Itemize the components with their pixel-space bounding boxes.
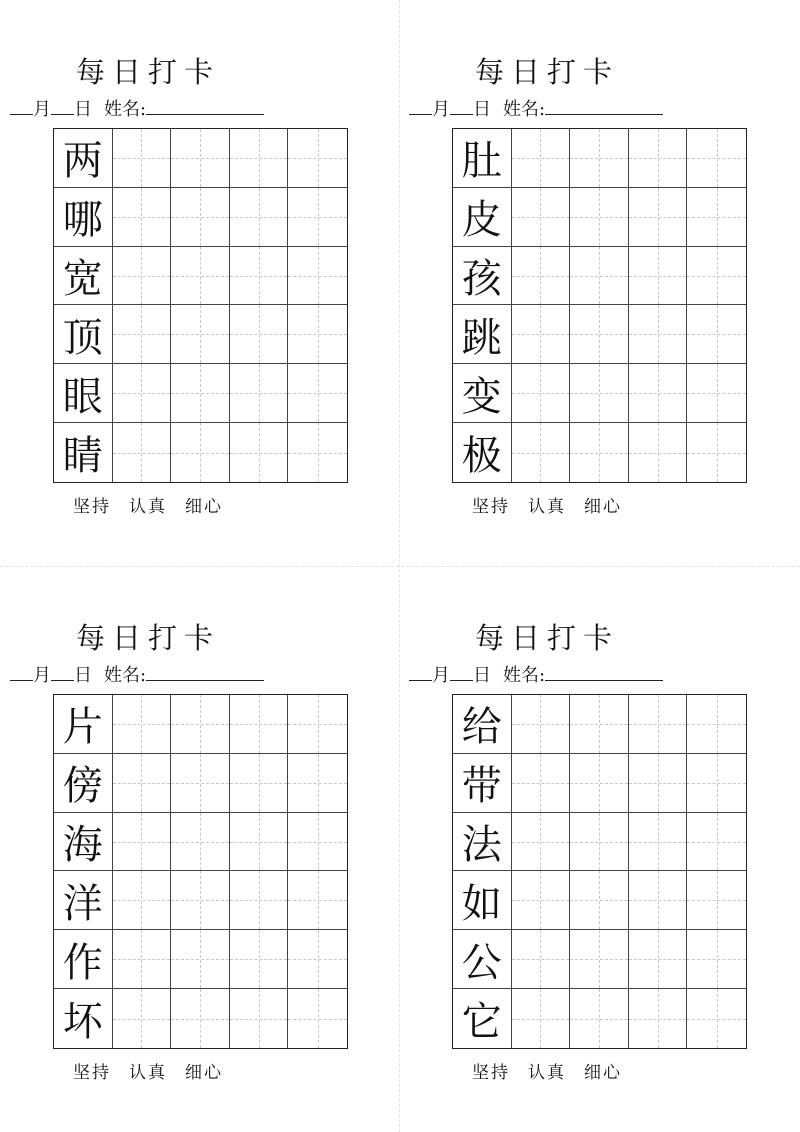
writing-grid <box>452 694 747 1049</box>
card-footer <box>399 492 695 517</box>
model-character: 两 <box>62 138 103 185</box>
practice-cell[interactable] <box>230 813 289 872</box>
practice-cell[interactable] <box>687 871 746 930</box>
name-blank[interactable] <box>146 97 264 115</box>
model-character: 顶 <box>62 314 103 361</box>
model-character-cell <box>54 754 113 813</box>
practice-cell[interactable] <box>171 423 230 482</box>
practice-cell[interactable] <box>512 930 571 989</box>
model-character-cell <box>54 423 113 482</box>
month-label: 月 <box>432 99 450 120</box>
month-blank[interactable] <box>10 663 33 681</box>
practice-cell[interactable] <box>288 930 347 989</box>
practice-cell[interactable] <box>687 129 746 188</box>
date-name-line <box>409 663 663 688</box>
model-character: 洋 <box>62 880 103 927</box>
practice-cell[interactable] <box>570 247 629 306</box>
practice-cell[interactable] <box>288 989 347 1048</box>
practice-cell[interactable] <box>288 423 347 482</box>
practice-cell[interactable] <box>230 423 289 482</box>
model-character-cell <box>453 247 512 306</box>
model-character: 变 <box>461 373 502 420</box>
model-character-cell <box>453 305 512 364</box>
model-character: 给 <box>461 704 502 751</box>
date-name-line <box>10 663 264 688</box>
practice-cell[interactable] <box>629 813 688 872</box>
motto-word: 认真 <box>129 1063 167 1083</box>
month-blank[interactable] <box>409 97 432 115</box>
practice-cell[interactable] <box>512 188 571 247</box>
model-character: 肚 <box>461 138 502 185</box>
practice-cell[interactable] <box>687 754 746 813</box>
practice-cell[interactable] <box>687 247 746 306</box>
practice-cell[interactable] <box>687 188 746 247</box>
practice-cell[interactable] <box>570 423 629 482</box>
day-blank[interactable] <box>450 97 473 115</box>
practice-cell[interactable] <box>687 813 746 872</box>
model-character: 傍 <box>62 763 103 810</box>
practice-cell[interactable] <box>230 695 289 754</box>
model-character: 极 <box>461 433 502 480</box>
motto-word: 细心 <box>185 497 223 517</box>
day-label: 日 <box>74 99 92 120</box>
model-character: 跳 <box>461 314 502 361</box>
practice-cell[interactable] <box>512 129 571 188</box>
practice-cell[interactable] <box>230 364 289 423</box>
model-character-cell <box>453 695 512 754</box>
practice-cell[interactable] <box>629 364 688 423</box>
motto-word: 认真 <box>129 497 167 517</box>
card-title: 每日打卡 <box>75 621 220 655</box>
practice-cell[interactable] <box>171 305 230 364</box>
practice-cell[interactable] <box>230 129 289 188</box>
model-character-cell <box>453 871 512 930</box>
model-character: 片 <box>62 704 103 751</box>
practice-cell[interactable] <box>230 989 289 1048</box>
practice-cell[interactable] <box>171 188 230 247</box>
practice-cell[interactable] <box>687 989 746 1048</box>
practice-cell[interactable] <box>629 188 688 247</box>
motto-word: 认真 <box>528 497 566 517</box>
practice-cell[interactable] <box>629 305 688 364</box>
model-character: 作 <box>62 939 103 986</box>
model-character-cell <box>453 364 512 423</box>
practice-cell[interactable] <box>512 423 571 482</box>
card-title: 每日打卡 <box>474 621 619 655</box>
model-character: 它 <box>461 999 502 1046</box>
model-character-cell <box>453 423 512 482</box>
motto-word: 坚持 <box>73 1063 111 1083</box>
model-character-cell <box>54 188 113 247</box>
practice-cell[interactable] <box>113 247 172 306</box>
practice-cell[interactable] <box>570 695 629 754</box>
model-character-cell <box>54 813 113 872</box>
practice-cell[interactable] <box>629 930 688 989</box>
model-character: 坏 <box>62 999 103 1046</box>
practice-cell[interactable] <box>288 754 347 813</box>
practice-cell[interactable] <box>113 305 172 364</box>
writing-grid <box>53 128 348 483</box>
practice-cell[interactable] <box>570 989 629 1048</box>
day-blank[interactable] <box>51 97 74 115</box>
practice-cell[interactable] <box>570 129 629 188</box>
model-character-cell <box>453 813 512 872</box>
practice-cell[interactable] <box>512 247 571 306</box>
model-character-cell <box>453 188 512 247</box>
day-blank[interactable] <box>51 663 74 681</box>
model-character: 皮 <box>461 197 502 244</box>
practice-cell[interactable] <box>629 754 688 813</box>
model-character-cell <box>54 129 113 188</box>
month-blank[interactable] <box>10 97 33 115</box>
practice-cell[interactable] <box>512 305 571 364</box>
practice-cell[interactable] <box>629 247 688 306</box>
practice-cell[interactable] <box>288 695 347 754</box>
day-label: 日 <box>473 99 491 120</box>
month-label: 月 <box>33 99 51 120</box>
motto-word: 细心 <box>584 1063 622 1083</box>
practice-cell[interactable] <box>288 247 347 306</box>
month-label: 月 <box>33 665 51 686</box>
card-footer <box>0 1058 296 1083</box>
date-name-line <box>409 97 663 122</box>
motto-word: 坚持 <box>472 1063 510 1083</box>
model-character-cell <box>453 930 512 989</box>
practice-cell[interactable] <box>512 871 571 930</box>
practice-cell[interactable] <box>570 305 629 364</box>
practice-cell[interactable] <box>687 364 746 423</box>
model-character-cell <box>54 695 113 754</box>
practice-cell[interactable] <box>629 695 688 754</box>
day-blank[interactable] <box>450 663 473 681</box>
practice-card <box>0 566 296 1083</box>
practice-cell[interactable] <box>629 871 688 930</box>
practice-cell[interactable] <box>288 188 347 247</box>
name-label: 姓名: <box>503 665 546 686</box>
month-label: 月 <box>432 665 450 686</box>
motto-word: 细心 <box>185 1063 223 1083</box>
name-blank[interactable] <box>146 663 264 681</box>
practice-cell[interactable] <box>687 423 746 482</box>
practice-cell[interactable] <box>113 989 172 1048</box>
model-character: 宽 <box>62 256 103 303</box>
practice-cell[interactable] <box>113 930 172 989</box>
practice-cell[interactable] <box>570 364 629 423</box>
practice-cell[interactable] <box>687 930 746 989</box>
practice-cell[interactable] <box>687 305 746 364</box>
practice-cell[interactable] <box>113 423 172 482</box>
practice-card <box>399 0 695 517</box>
model-character: 哪 <box>62 197 103 244</box>
practice-cell[interactable] <box>570 813 629 872</box>
practice-cell[interactable] <box>288 364 347 423</box>
model-character-cell <box>54 305 113 364</box>
practice-cell[interactable] <box>171 871 230 930</box>
practice-cell[interactable] <box>230 930 289 989</box>
name-label: 姓名: <box>104 665 147 686</box>
practice-cell[interactable] <box>570 754 629 813</box>
practice-cell[interactable] <box>171 813 230 872</box>
model-character: 如 <box>461 880 502 927</box>
practice-cell[interactable] <box>512 364 571 423</box>
name-label: 姓名: <box>104 99 147 120</box>
practice-card <box>0 0 296 517</box>
practice-cell[interactable] <box>629 423 688 482</box>
date-name-line <box>10 97 264 122</box>
practice-cell[interactable] <box>629 989 688 1048</box>
practice-cell[interactable] <box>570 188 629 247</box>
model-character-cell <box>54 930 113 989</box>
practice-cell[interactable] <box>171 754 230 813</box>
practice-cell[interactable] <box>570 871 629 930</box>
model-character: 海 <box>62 822 103 869</box>
practice-cell[interactable] <box>171 989 230 1048</box>
model-character: 带 <box>461 763 502 810</box>
practice-cell[interactable] <box>113 695 172 754</box>
motto-word: 坚持 <box>472 497 510 517</box>
practice-cell[interactable] <box>171 364 230 423</box>
card-title: 每日打卡 <box>474 55 619 89</box>
model-character-cell <box>453 754 512 813</box>
motto-word: 坚持 <box>73 497 111 517</box>
month-blank[interactable] <box>409 663 432 681</box>
card-footer <box>399 1058 695 1083</box>
motto-word: 细心 <box>584 497 622 517</box>
practice-cell[interactable] <box>288 129 347 188</box>
day-label: 日 <box>473 665 491 686</box>
model-character: 眼 <box>62 373 103 420</box>
model-character-cell <box>54 364 113 423</box>
practice-cell[interactable] <box>512 813 571 872</box>
practice-cell[interactable] <box>113 364 172 423</box>
card-title: 每日打卡 <box>75 55 220 89</box>
practice-cell[interactable] <box>230 247 289 306</box>
practice-cell[interactable] <box>629 129 688 188</box>
practice-cell[interactable] <box>288 813 347 872</box>
name-blank[interactable] <box>545 663 663 681</box>
model-character-cell <box>453 989 512 1048</box>
practice-cell[interactable] <box>171 695 230 754</box>
name-label: 姓名: <box>503 99 546 120</box>
practice-cell[interactable] <box>288 305 347 364</box>
day-label: 日 <box>74 665 92 686</box>
practice-cell[interactable] <box>230 305 289 364</box>
practice-cell[interactable] <box>570 930 629 989</box>
practice-cell[interactable] <box>113 129 172 188</box>
practice-cell[interactable] <box>230 754 289 813</box>
practice-cell[interactable] <box>512 695 571 754</box>
name-blank[interactable] <box>545 97 663 115</box>
practice-cell[interactable] <box>113 754 172 813</box>
model-character-cell <box>54 989 113 1048</box>
practice-card <box>399 566 695 1083</box>
model-character-cell <box>54 871 113 930</box>
model-character: 法 <box>461 822 502 869</box>
practice-cell[interactable] <box>230 188 289 247</box>
practice-cell[interactable] <box>288 871 347 930</box>
motto-word: 认真 <box>528 1063 566 1083</box>
model-character-cell <box>54 247 113 306</box>
practice-cell[interactable] <box>230 871 289 930</box>
writing-grid <box>452 128 747 483</box>
writing-grid <box>53 694 348 1049</box>
practice-cell[interactable] <box>512 754 571 813</box>
practice-cell[interactable] <box>687 695 746 754</box>
practice-cell[interactable] <box>113 813 172 872</box>
model-character: 公 <box>461 939 502 986</box>
model-character: 睛 <box>62 433 103 480</box>
card-footer <box>0 492 296 517</box>
model-character: 孩 <box>461 256 502 303</box>
practice-cell[interactable] <box>512 989 571 1048</box>
practice-cell[interactable] <box>171 129 230 188</box>
model-character-cell <box>453 129 512 188</box>
practice-cell[interactable] <box>171 930 230 989</box>
practice-cell[interactable] <box>113 871 172 930</box>
practice-cell[interactable] <box>171 247 230 306</box>
practice-cell[interactable] <box>113 188 172 247</box>
